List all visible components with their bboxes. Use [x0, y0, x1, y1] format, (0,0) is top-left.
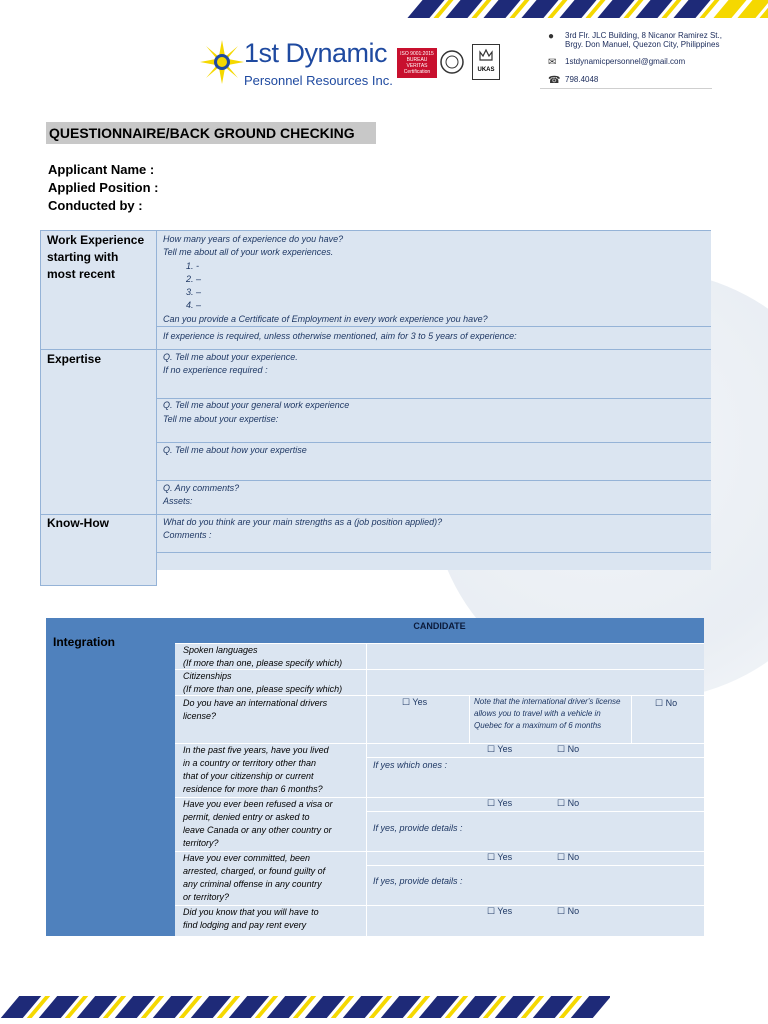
list-item: 4. – — [186, 300, 202, 310]
drivers-license-question — [183, 697, 327, 723]
row-divider — [157, 349, 711, 350]
table-column-divider — [366, 643, 367, 936]
question-text: Tell me about all of your work experiences. — [163, 247, 334, 257]
certification-badge — [397, 48, 437, 78]
question-line: (If more than one, please specify which) — [183, 658, 343, 668]
address-block — [548, 31, 722, 49]
citizenships-question — [183, 670, 342, 696]
row-divider — [157, 398, 711, 399]
row-divider — [157, 326, 711, 327]
lodging-yes-checkbox[interactable]: ☐ Yes — [487, 906, 513, 916]
question-line: license? — [183, 711, 217, 721]
section-label-column — [40, 230, 157, 586]
lived-yes-checkbox[interactable]: ☐ Yes — [487, 744, 513, 754]
question-text: If no experience required : — [163, 365, 268, 375]
integration-label: Integration — [53, 635, 115, 649]
location-pin-icon: ● — [548, 31, 555, 42]
question-text: Q. Tell me about your general work experience — [163, 400, 350, 410]
question-line: In the past five years, have you lived — [183, 745, 329, 755]
email-icon: ✉ — [548, 57, 557, 68]
question-text: Q. Tell me about how your expertise — [163, 445, 307, 455]
left-column-divider — [40, 349, 157, 350]
bottom-stripe-band — [0, 996, 610, 1018]
crown-icon — [478, 48, 494, 62]
refused-yes-checkbox[interactable]: ☐ Yes — [487, 798, 513, 808]
question-line: Have you ever been refused a visa or — [183, 799, 333, 809]
address-line-1: 3rd Flr. JLC Building, 8 Nicanor Ramirez St., — [565, 31, 722, 40]
question-line: Have you ever committed, been — [183, 853, 311, 863]
question-text: Tell me about your expertise: — [163, 414, 279, 424]
spoken-languages-question — [183, 644, 342, 670]
integration-label-column — [46, 618, 175, 936]
work-experience-label-2: starting with — [47, 250, 119, 264]
phone-line — [548, 75, 598, 86]
license-note: Note that the international driver's license allows you to travel with a vehicle in Quebec for a maximum of 6 months — [474, 697, 621, 730]
row-divider — [157, 442, 711, 443]
visa-refused-question — [183, 798, 333, 850]
row-divider — [157, 480, 711, 481]
question-line: Spoken languages — [183, 645, 258, 655]
question-text: Q. Tell me about your experience. — [163, 352, 298, 362]
document-title: QUESTIONNAIRE/BACK GROUND CHECKING — [46, 122, 376, 144]
top-stripe-band — [395, 0, 768, 18]
logo-company-subtitle: Personnel Resources Inc. — [244, 73, 393, 88]
expertise-label: Expertise — [47, 352, 102, 366]
email-address[interactable]: 1stdynamicpersonnel@gmail.com — [565, 57, 686, 66]
crime-no-checkbox[interactable]: ☐ No — [557, 852, 580, 862]
lived-no-checkbox[interactable]: ☐ No — [557, 744, 580, 754]
question-line: (If more than one, please specify which) — [183, 684, 343, 694]
sun-logo-icon — [200, 40, 244, 84]
know-how-label: Know-How — [47, 516, 109, 530]
question-line: Did you know that you will have to — [183, 907, 319, 917]
question-line: permit, denied entry or asked to — [183, 812, 310, 822]
lived-abroad-question — [183, 744, 329, 796]
refused-no-checkbox[interactable]: ☐ No — [557, 798, 580, 808]
table-column-divider — [469, 695, 470, 743]
email-line — [548, 57, 685, 68]
question-text: If experience is required, unless otherwise mentioned, aim for 3 to 5 years of experience: — [163, 331, 517, 341]
lodging-no-checkbox[interactable]: ☐ No — [557, 906, 580, 916]
phone-icon: ☎ — [548, 75, 561, 86]
question-line: arrested, charged, or found guilty of — [183, 866, 326, 876]
question-line: find lodging and pay rent every — [183, 920, 307, 930]
applied-position-label: Applied Position : — [48, 180, 159, 195]
row-divider — [157, 552, 711, 553]
lodging-question — [183, 906, 319, 932]
question-line: Do you have an international drivers — [183, 698, 328, 708]
crime-hint: If yes, provide details : — [373, 876, 463, 886]
question-text: What do you think are your main strengths as a (job position applied)? — [163, 517, 443, 527]
question-line: or territory? — [183, 892, 230, 902]
applicant-name-label: Applicant Name : — [48, 162, 155, 177]
address-line-2: Brgy. Don Manuel, Quezon City, Philippines — [565, 40, 720, 49]
question-text: Q. Any comments? — [163, 483, 240, 493]
phone-number: 798.4048 — [565, 75, 599, 84]
row-divider — [157, 514, 711, 515]
table-column-divider — [631, 695, 632, 743]
question-line: residence for more than 6 months? — [183, 784, 323, 794]
header-divider — [540, 88, 712, 89]
logo-company-name: 1st Dynamic — [244, 38, 388, 68]
criminal-offense-question — [183, 852, 325, 904]
list-item: 1. - — [186, 261, 200, 271]
list-item: 3. – — [186, 287, 202, 297]
license-no-checkbox[interactable]: ☐ No — [655, 698, 678, 708]
work-experience-label-3: most recent — [47, 267, 116, 281]
question-line: any criminal offense in any country — [183, 879, 322, 889]
work-experience-label: Work Experience — [47, 233, 145, 247]
table-row-divider — [366, 757, 704, 758]
question-line: leave Canada or any other country or — [183, 825, 332, 835]
question-line: that of your citizenship or current — [183, 771, 314, 781]
bureau-veritas-seal-icon — [440, 46, 464, 78]
crime-yes-checkbox[interactable]: ☐ Yes — [487, 852, 513, 862]
table-row-divider — [366, 811, 704, 812]
certification-badge-text: ISO 9001:2015 BUREAU VERITAS Certification — [400, 51, 434, 75]
question-line: Citizenships — [183, 671, 232, 681]
license-yes-checkbox[interactable]: ☐ Yes — [402, 697, 428, 707]
lived-hint: If yes which ones : — [373, 760, 448, 770]
table-row-divider — [366, 865, 704, 866]
question-line: territory? — [183, 838, 219, 848]
refused-hint: If yes, provide details : — [373, 823, 463, 833]
question-text: How many years of experience do you have? — [163, 234, 344, 244]
list-item: 2. – — [186, 274, 202, 284]
question-text: Assets: — [163, 496, 193, 506]
ukas-label: UKAS — [477, 67, 495, 73]
question-text: Can you provide a Certificate of Employment in every work experience you have? — [163, 314, 488, 324]
candidate-header: CANDIDATE — [175, 618, 704, 643]
question-line: in a country or territory other than — [183, 758, 317, 768]
ukas-badge — [472, 44, 500, 80]
conducted-by-label: Conducted by : — [48, 198, 143, 213]
question-text: Comments : — [163, 530, 212, 540]
